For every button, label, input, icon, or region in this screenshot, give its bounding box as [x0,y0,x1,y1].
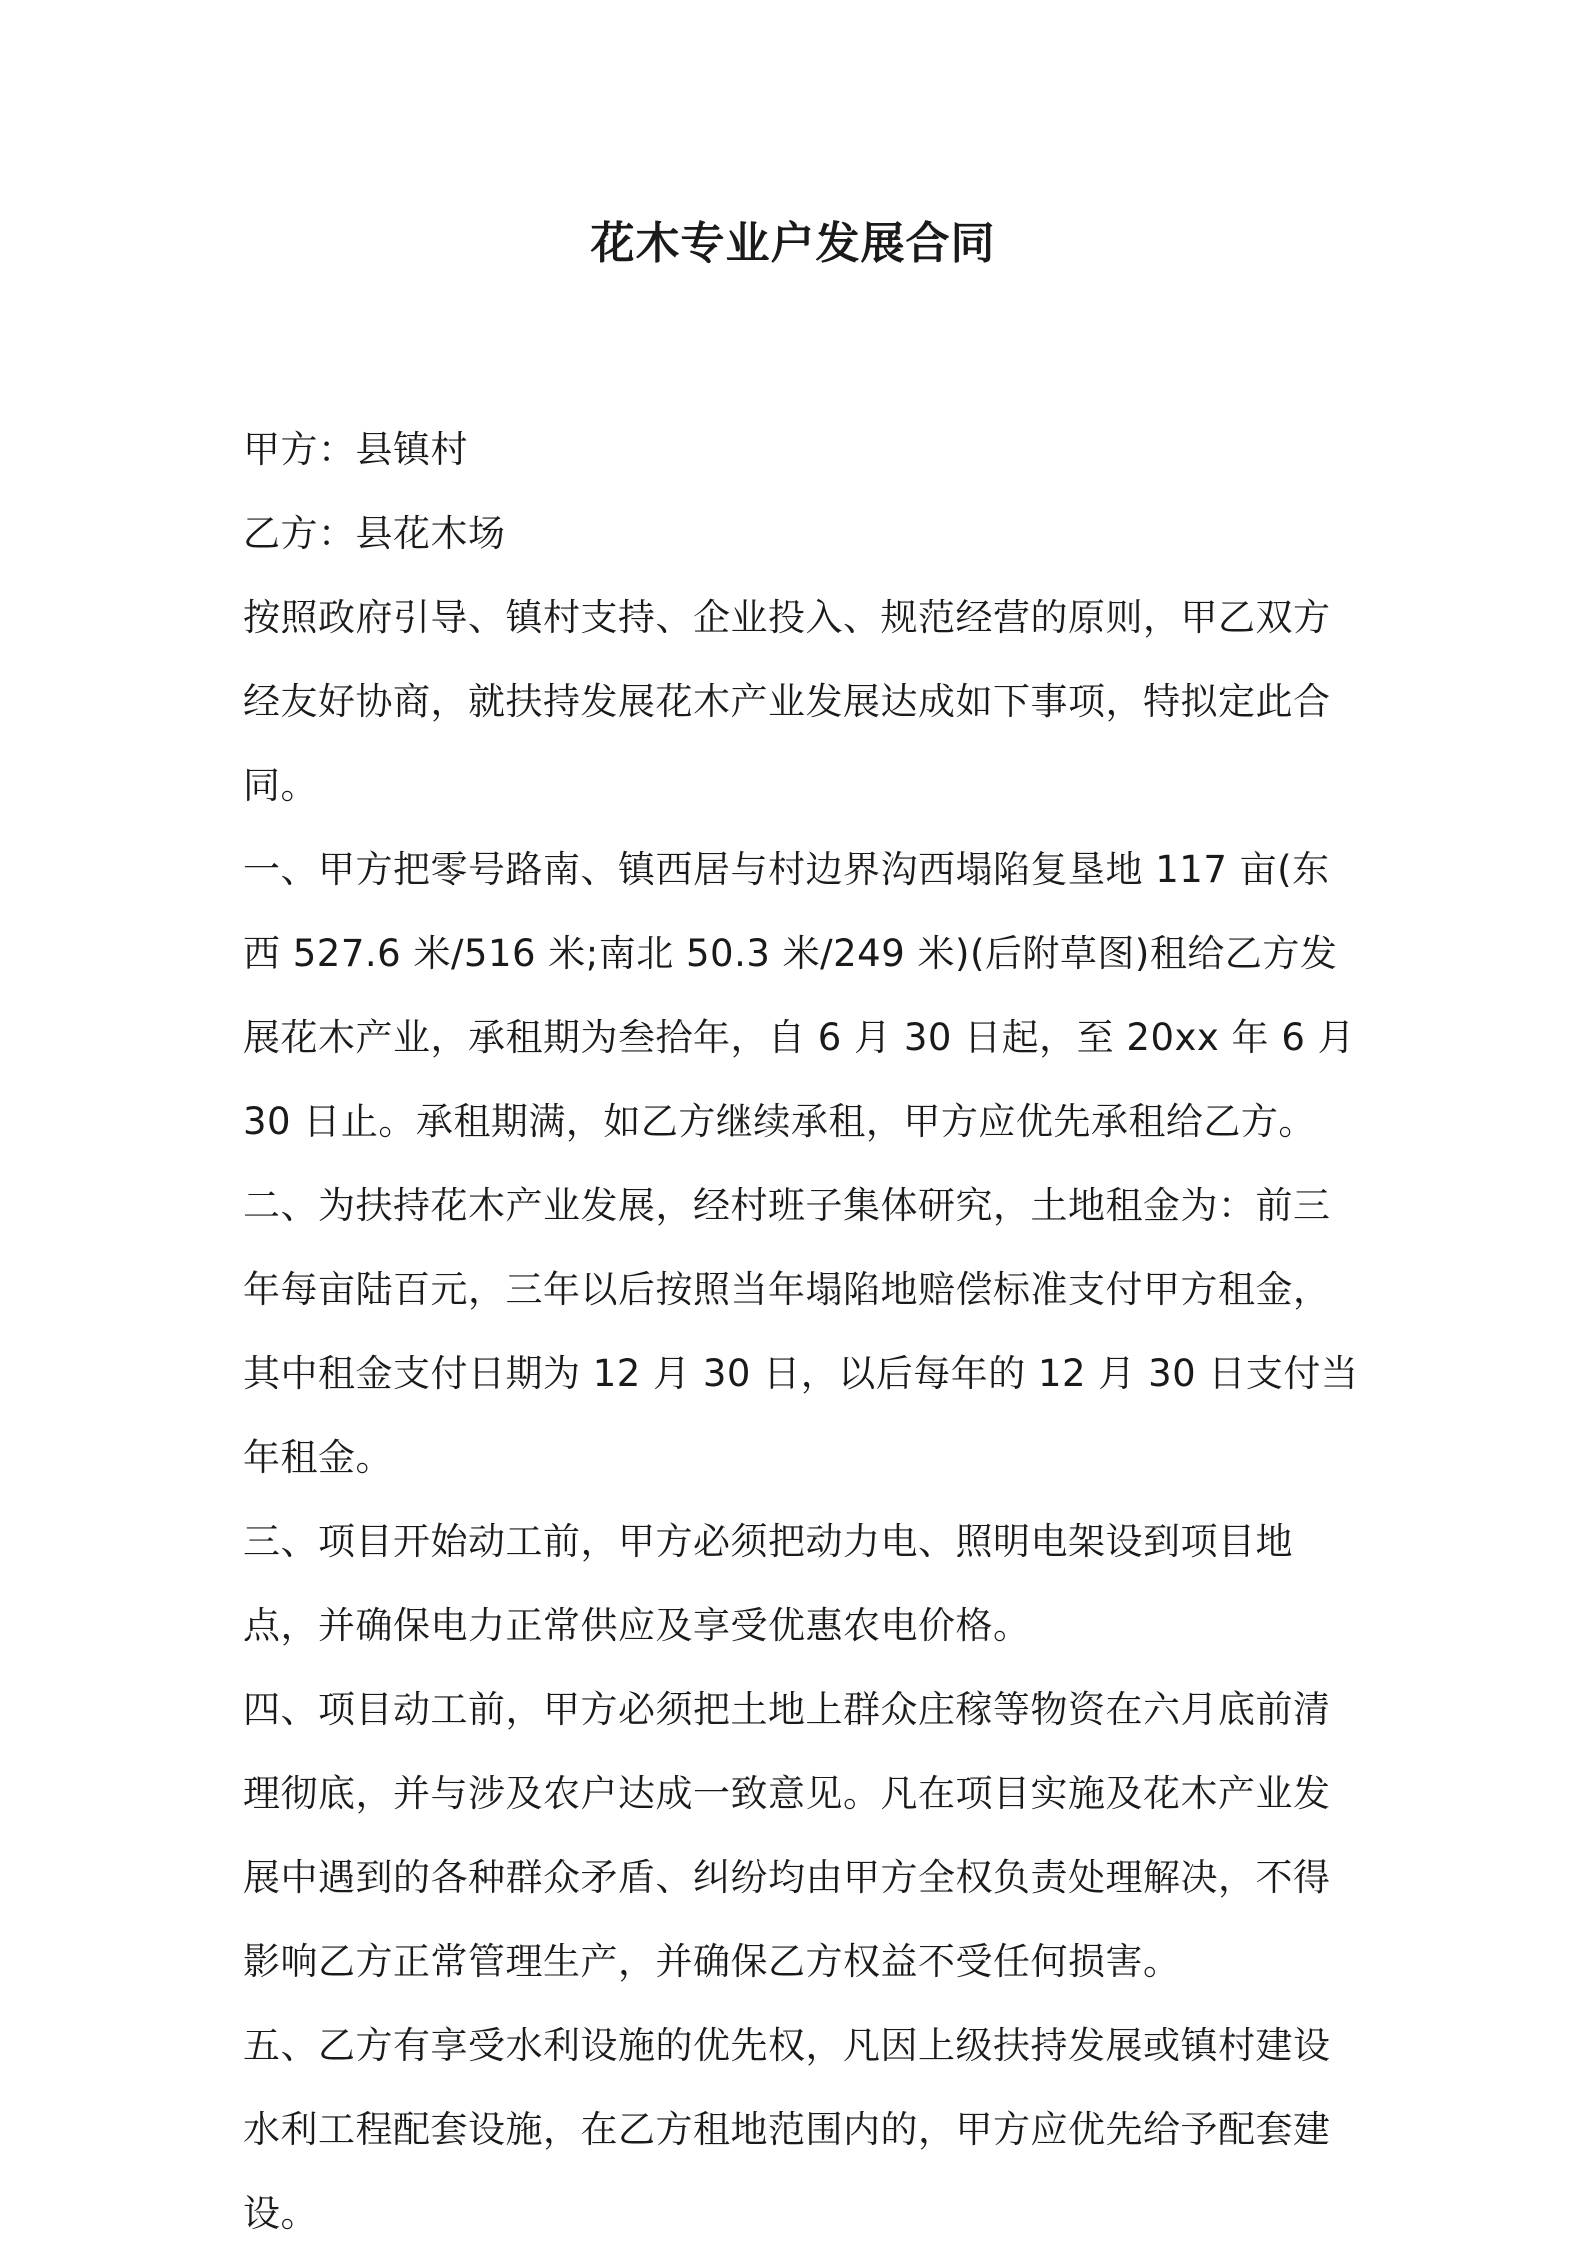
clause-1: 一、甲方把零号路南、镇西居与村边界沟西塌陷复垦地 117 亩(东西 527.6 米/516 米;南北 50.3 米/249 米)(后附草图)租给乙方发展花木产业，承租期为叁拾年，自 6 月 30 日起，至 20xx 年 6 月 30 日止。承租期满，如乙方继续承租，甲方应优先承租给乙方。 [243,848,1356,1143]
document-body [243,408,1363,2256]
intro-paragraph: 按照政府引导、镇村支持、企业投入、规范经营的原则，甲乙双方经友好协商，就扶持发展花木产业发展达成如下事项，特拟定此合同。 [243,596,1331,807]
clause-5: 五、乙方有享受水利设施的优先权，凡因上级扶持发展或镇村建设水利工程配套设施，在乙方租地范围内的，甲方应优先给予配套建设。 [243,2024,1331,2235]
party-b: 乙方：县花木场 [243,512,506,555]
document-title: 花木专业户发展合同 [590,218,996,269]
clause-2: 二、为扶持花木产业发展，经村班子集体研究，土地租金为：前三年每亩陆百元，三年以后按照当年塌陷地赔偿标准支付甲方租金，其中租金支付日期为 12 月 30 日，以后每年的 12 月 30 日支付当年租金。 [243,1184,1359,1479]
party-a: 甲方：县镇村 [243,428,468,471]
clause-4: 四、项目动工前，甲方必须把土地上群众庄稼等物资在六月底前清理彻底，并与涉及农户达成一致意见。凡在项目实施及花木产业发展中遇到的各种群众矛盾、纠纷均由甲方全权负责处理解决，不得影响乙方正常管理生产，并确保乙方权益不受任何损害。 [243,1688,1331,1983]
clause-3: 三、项目开始动工前，甲方必须把动力电、照明电架设到项目地点，并确保电力正常供应及享受优惠农电价格。 [243,1520,1293,1647]
